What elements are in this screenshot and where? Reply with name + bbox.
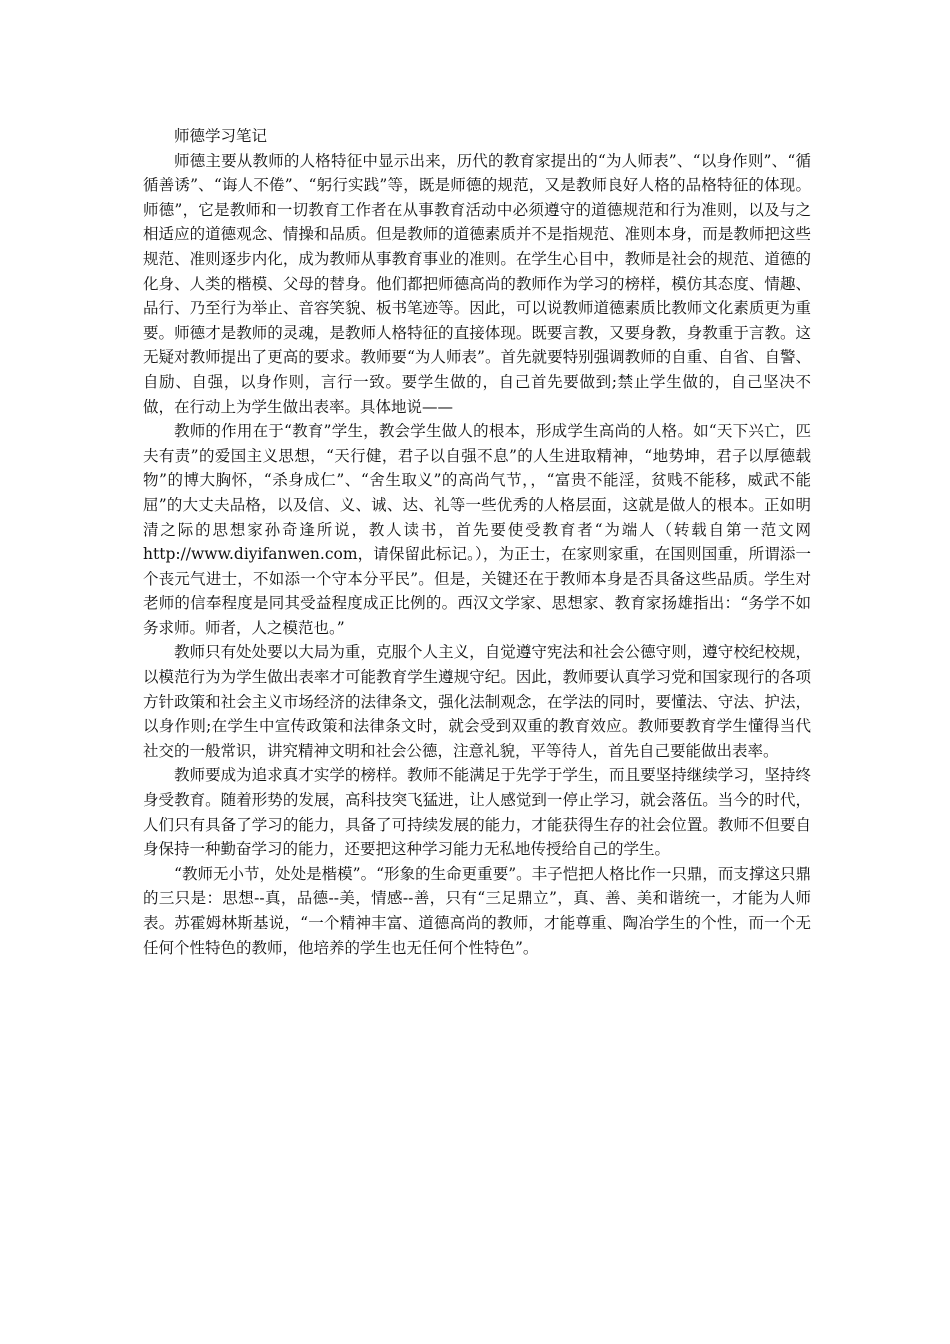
paragraph-5: “教师无小节，处处是楷模”。“形象的生命更重要”。丰子恺把人格比作一只鼎，而支撑这只鼎的三只是：思想--真，品德--美，情感--善，只有“三足鼎立”，真、善、美和谐统一，才能为人师表。苏霍姆林斯基说，“一个精神丰富、道德高尚的教师，才能尊重、陶冶学生的个性，而一个无任何个性特色的教师，他培养的学生也无任何个性特色”。 [143, 864, 811, 957]
paragraph-1: 师德主要从教师的人格特征中显示出来，历代的教育家提出的“为人师表”、“以身作则”、“循循善诱”、“诲人不倦”、“躬行实践”等，既是师德的规范，又是教师良好人格的品格特征的体现。师德”，它是教师和一切教育工作者在从事教育活动中必须遵守的道德规范和行为准则，以及与之相适应的道德观念、情操和品质。但是教师的道德素质并不是指规范、准则本身，而是教师把这些规范、准则逐步内化，成为教师从事教育事业的准则。在学生心目中，教师是社会的规范、道德的化身、人类的楷模、父母的替身。他们都把师德高尚的教师作为学习的榜样，模仿其态度、情趣、品行、乃至行为举止、音容笑貌、板书笔迹等。因此，可以说教师道德素质比教师文化素质更为重要。师德才是教师的灵魂，是教师人格特征的直接体现。既要言教，又要身教，身教重于言教。这无疑对教师提出了更高的要求。教师要“为人师表”。首先就要特别强调教师的自重、自省、自警、自励、自强，以身作则，言行一致。要学生做的，自己首先要做到;禁止学生做的，自己坚决不做，在行动上为学生做出表率。具体地说—— [143, 151, 811, 416]
paragraph-4: 教师要成为追求真才实学的榜样。教师不能满足于先学于学生，而且要坚持继续学习，坚持终身受教育。随着形势的发展，高科技突飞猛进，让人感觉到一停止学习，就会落伍。当今的时代，人们只有具备了学习的能力，具备了可持续发展的能力，才能获得生存的社会位置。教师不但要自身保持一种勤奋学习的能力，还要把这种学习能力无私地传授给自己的学生。 [143, 766, 811, 859]
document-title: 师德学习笔记 [174, 127, 268, 145]
paragraph-2: 教师的作用在于“教育”学生，教会学生做人的根本，形成学生高尚的人格。如“天下兴亡，匹夫有责”的爱国主义思想，“天行健，君子以自强不息”的人生进取精神，“地势坤，君子以厚德载物”的博大胸怀，“杀身成仁”、“舍生取义”的高尚气节，，“富贵不能淫，贫贱不能移，威武不能屈”的大丈夫品格，以及信、义、诚、达、礼等一些优秀的人格层面，这就是做人的根本。正如明清之际的思想家孙奇逢所说，教人读书，首先要使受教育者“为端人（转载自第一范文网 http://www.diyifanwen.com，请保留此标记。），为正士，在家则家重，在国则国重，所谓添一个丧元气进士，不如添一个守本分平民”。但是，关键还在于教师本身是否具备这些品质。学生对老师的信奉程度是同其受益程度成正比例的。西汉文学家、思想家、教育家扬雄指出：“务学不如务求师。师者，人之模范也。” [143, 422, 811, 637]
paragraph-3: 教师只有处处要以大局为重，克服个人主义，自觉遵守宪法和社会公德守则，遵守校纪校规，以模范行为为学生做出表率才可能教育学生遵规守纪。因此，教师要认真学习党和国家现行的各项方针政策和社会主义市场经济的法律条文，强化法制观念，在学法的同时，要懂法、守法、护法，以身作则;在学生中宣传政策和法律条文时，就会受到双重的教育效应。教师要教育学生懂得当代社交的一般常识，讲究精神文明和社会公德，注意礼貌，平等待人，首先自己要能做出表率。 [143, 643, 811, 760]
document-page [143, 124, 811, 960]
